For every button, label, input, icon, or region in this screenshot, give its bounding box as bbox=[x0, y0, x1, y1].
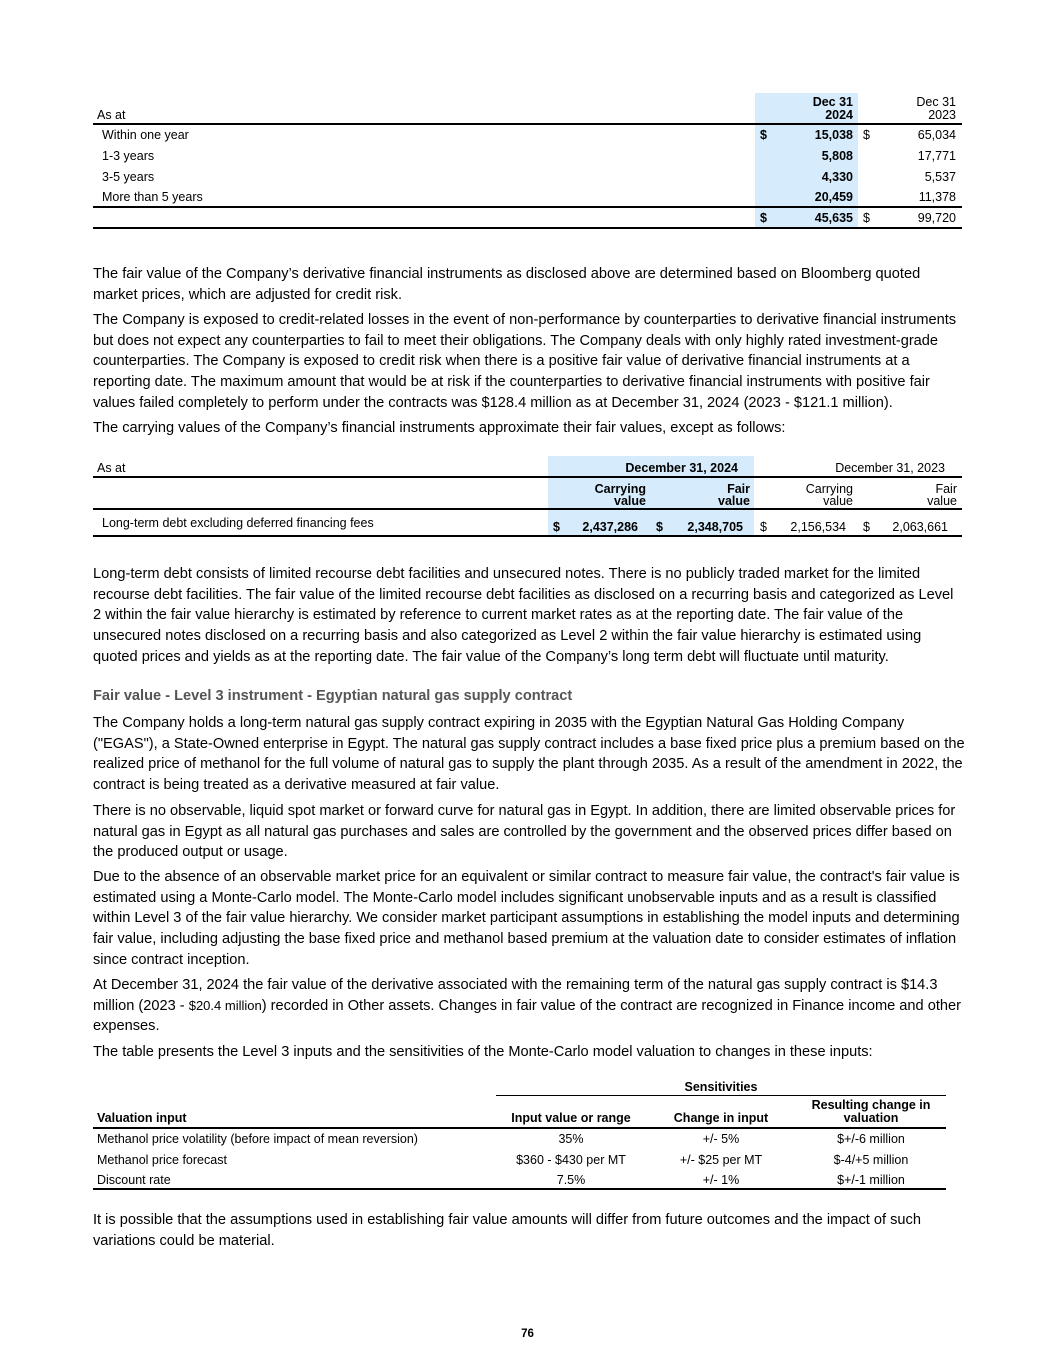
header-valuation-input: Valuation input bbox=[97, 1111, 187, 1125]
currency-sign: $ bbox=[863, 128, 870, 142]
carrying-value-2023-line1: Carrying bbox=[805, 482, 853, 496]
maturity-2024-value: 15,038 bbox=[814, 128, 853, 142]
sens-row-input: Methanol price forecast bbox=[97, 1153, 227, 1167]
group-rule bbox=[496, 1095, 946, 1096]
maturity-2024-value: 5,808 bbox=[821, 149, 853, 163]
maturity-total-2023: 99,720 bbox=[917, 211, 956, 225]
subtotal-rule bbox=[93, 206, 962, 208]
sens-row-result: $-4/+5 million bbox=[833, 1153, 909, 1167]
debt-carrying-2024: 2,437,286 bbox=[582, 520, 638, 534]
section-heading: Fair value - Level 3 instrument - Egyptian natural gas supply contract bbox=[93, 688, 573, 704]
debt-group-2024: December 31, 2024 bbox=[625, 461, 738, 475]
total-rule bbox=[93, 227, 962, 229]
fair-value-2023-line2: value bbox=[927, 494, 957, 508]
currency-sign: $ bbox=[760, 211, 767, 225]
debt-carrying-2023: 2,156,534 bbox=[790, 520, 846, 534]
sens-row-input: Methanol price volatility (before impact of mean reversion) bbox=[97, 1132, 418, 1146]
paragraph-no-market: There is no observable, liquid spot market or forward curve for natural gas in Egypt. In addition, there are limited observable prices for natural gas in Egypt as all natural gas purchases and sales are controlled by the government and the observed prices differ based on the produced output or usage. bbox=[93, 803, 956, 861]
header-result-line1: Resulting change in bbox=[811, 1098, 931, 1112]
maturity-2023-value: 17,771 bbox=[917, 149, 956, 163]
sens-row-input: Discount rate bbox=[97, 1173, 171, 1187]
sens-bottom-rule bbox=[93, 1188, 946, 1190]
maturity-as-at: As at bbox=[97, 108, 126, 122]
currency-sign: $ bbox=[760, 520, 767, 534]
maturity-2023-value: 5,537 bbox=[924, 170, 956, 184]
col-2023-line1: Dec 31 bbox=[916, 95, 956, 109]
maturity-row-label: More than 5 years bbox=[102, 190, 203, 204]
sens-row-change: +/- 5% bbox=[702, 1132, 740, 1146]
maturity-2024-value: 4,330 bbox=[821, 170, 853, 184]
sens-row-value: 35% bbox=[558, 1132, 584, 1146]
debt-header-rule bbox=[93, 476, 962, 478]
sens-row-change: +/- $25 per MT bbox=[679, 1153, 763, 1167]
carrying-value-2024-line1: Carrying bbox=[594, 482, 646, 496]
col-2023-line2: 2023 bbox=[928, 108, 956, 122]
sensitivities-group-header: Sensitivities bbox=[684, 1080, 758, 1094]
maturity-row-label: 1-3 years bbox=[102, 149, 155, 163]
debt-as-at: As at bbox=[97, 461, 126, 475]
paragraph-table-intro: The table presents the Level 3 inputs and the sensitivities of the Monte-Carlo model valuation to changes in these inputs: bbox=[93, 1044, 873, 1060]
paragraph-fair-value-bloomberg: The fair value of the Company’s derivative financial instruments as disclosed above are determined based on Bloomberg quoted market prices, which are adjusted for credit risk. bbox=[93, 266, 921, 303]
currency-sign: $ bbox=[553, 520, 560, 534]
sens-row-value: $360 - $430 per MT bbox=[516, 1153, 626, 1167]
debt-row-label: Long-term debt excluding deferred financing fees bbox=[102, 516, 374, 530]
col-2024-line1: Dec 31 bbox=[812, 95, 853, 109]
sens-row-result: $+/-6 million bbox=[837, 1132, 905, 1146]
paragraph-assumptions: It is possible that the assumptions used in establishing fair value amounts will differ from future outcomes and the impact of such variations could be material. bbox=[93, 1212, 921, 1249]
paragraph-monte-carlo: Due to the absence of an observable market price for an equivalent or similar contract to measure fair value, the contract's fair value is estimated using a Monte-Carlo model. The Monte-Carlo model includes significant unobservable inputs and as a result is classified within Level 3 of the fair value hierarchy. We consider market participant assumptions in establishing the model inputs and determining fair value, including adjusting the base fixed price and methanol based premium at the valuation date to consider estimates of inflation since contract inception. bbox=[93, 869, 960, 968]
currency-sign: $ bbox=[656, 520, 663, 534]
page-number: 76 bbox=[521, 1328, 534, 1340]
col-2024-line2: 2024 bbox=[825, 108, 853, 122]
debt-fair-2024: 2,348,705 bbox=[687, 520, 743, 534]
sens-header-rule bbox=[93, 1127, 946, 1129]
paragraph-carrying-values: The carrying values of the Company’s financial instruments approximate their fair values, except as follows: bbox=[93, 420, 786, 436]
paragraph-long-term-debt: Long-term debt consists of limited recourse debt facilities and unsecured notes. There is no publicly traded market for the limited recourse debt facilities. The fair value of the limited recourse debt facilities as disclosed on a recurring basis and categorized as Level 2 within the fair value hierarchy is estimated by reference to current market rates as at the reporting date. The fair value of the unsecured notes disclosed on a recurring basis and also categorized as Level 2 within the fair value hierarchy is estimated using quoted prices and yields as at the reporting date. The fair value of the Company’s long term debt will fluctuate until maturity. bbox=[93, 566, 954, 665]
currency-sign: $ bbox=[760, 128, 767, 142]
carrying-value-2024-line2: value bbox=[614, 494, 646, 508]
currency-sign: $ bbox=[863, 520, 870, 534]
header-result-line2: valuation bbox=[843, 1111, 899, 1125]
debt-group-2023: December 31, 2023 bbox=[835, 461, 945, 475]
maturity-row-label: 3-5 years bbox=[102, 170, 155, 184]
fair-value-2024-line2: value bbox=[718, 494, 750, 508]
fair-value-2023-line1: Fair bbox=[935, 482, 957, 496]
maturity-2024-value: 20,459 bbox=[814, 190, 853, 204]
debt-bottom-rule bbox=[93, 535, 962, 537]
maturity-2023-value: 65,034 bbox=[917, 128, 956, 142]
paragraph-gas-contract: The Company holds a long-term natural gas supply contract expiring in 2035 with the Egyptian Natural Gas Holding Company ("EGAS"), a State-Owned enterprise in Egypt. The natural gas supply contract includes a base fixed price plus a premium based on the realized price of methanol for the full volume of natural gas to supply the plant through 2035. As a result of the amendment in 2022, the contract is being treated as a derivative measured at fair value. bbox=[93, 715, 965, 794]
maturity-row-label: Within one year bbox=[102, 128, 189, 142]
fair-value-2024-line1: Fair bbox=[727, 482, 750, 496]
paragraph-credit-risk: The Company is exposed to credit-related losses in the event of non-performance by counterparties to derivative financial instruments but does not expect any counterparties to fail to meet their obligations. The Company deals with only highly rated investment-grade counterparties. The Company is exposed to credit risk when there is a positive fair value of derivative financial instruments at a reporting date. The maximum amount that would be at risk if the counterparties to derivative financial instruments with positive fair values failed completely to perform under the contracts was $128.4 million as at December 31, 2024 (2023 - $121.1 million). bbox=[93, 312, 957, 411]
maturity-total-2024: 45,635 bbox=[814, 211, 853, 225]
header-rule bbox=[93, 123, 962, 125]
sens-row-value: 7.5% bbox=[556, 1173, 586, 1187]
maturity-2023-value: 11,378 bbox=[918, 190, 956, 204]
header-change-input: Change in input bbox=[673, 1111, 769, 1125]
sens-row-result: $+/-1 million bbox=[837, 1173, 905, 1187]
paragraph-fair-value-2024: At December 31, 2024 the fair value of the derivative associated with the remaining term of the natural gas supply contract is $14.3 million (2023 - $20.4 million) recorded in Other assets. Changes in fair value of the contract are recognized in Finance income and other expenses. bbox=[93, 977, 961, 1035]
carrying-value-2023-line2: value bbox=[823, 494, 853, 508]
debt-subheader-rule bbox=[93, 508, 962, 510]
debt-fair-2023: 2,063,661 bbox=[892, 520, 948, 534]
currency-sign: $ bbox=[863, 211, 870, 225]
header-input-value: Input value or range bbox=[511, 1111, 631, 1125]
sens-row-change: +/- 1% bbox=[702, 1173, 740, 1187]
